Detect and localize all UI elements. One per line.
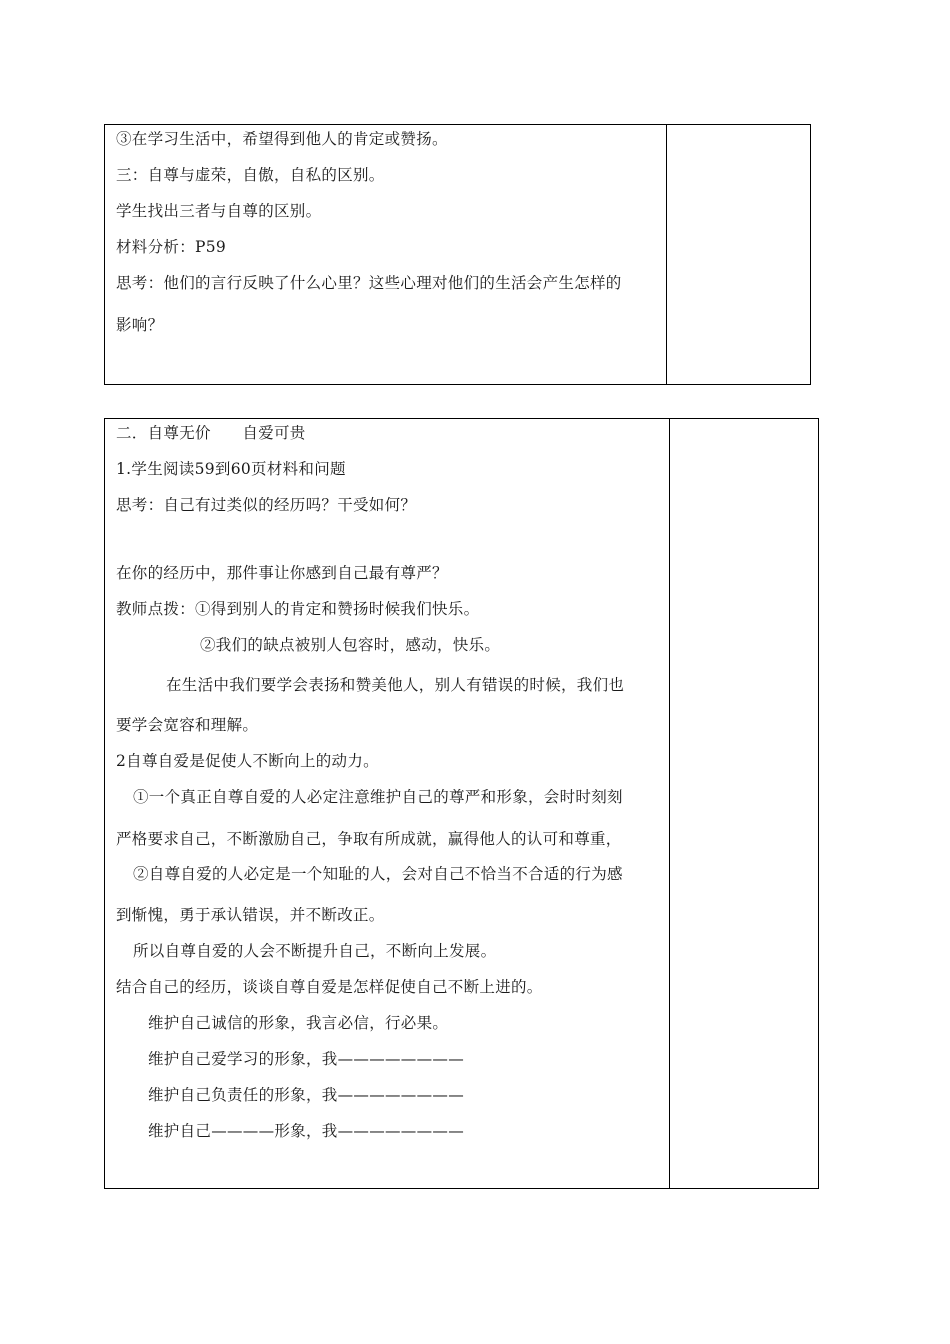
text-line: ①一个真正自尊自爱的人必定注意维护自己的尊严和形象，会时时刻刻 <box>133 788 623 806</box>
text-line: ③在学习生活中，希望得到他人的肯定或赞扬。 <box>116 130 448 148</box>
column-divider <box>669 419 670 1188</box>
column-divider <box>666 125 667 384</box>
text-line: 维护自己负责任的形象，我———————— <box>148 1086 465 1104</box>
text-line: 材料分析：P59 <box>116 238 227 256</box>
text-line: 影响？ <box>116 316 164 334</box>
text-line: 思考：自己有过类似的经历吗？干受如何？ <box>116 496 417 514</box>
text-line: 维护自己诚信的形象，我言必信，行必果。 <box>148 1014 449 1032</box>
text-line: 结合自己的经历，谈谈自尊自爱是怎样促使自己不断上进的。 <box>116 978 543 996</box>
section-heading: 二．自尊无价 自爱可贵 <box>116 424 306 442</box>
text-line: 2自尊自爱是促使人不断向上的动力。 <box>116 752 379 770</box>
text-line: 三：自尊与虚荣，自傲，自私的区别。 <box>116 166 385 184</box>
text-line: 要学会宽容和理解。 <box>116 716 259 734</box>
text-line: 1.学生阅读59到60页材料和问题 <box>116 460 346 478</box>
text-line: 思考：他们的言行反映了什么心里？这些心理对他们的生活会产生怎样的 <box>116 274 622 292</box>
text-line: 维护自己————形象，我———————— <box>148 1122 465 1140</box>
text-line: 在生活中我们要学会表扬和赞美他人，别人有错误的时候，我们也 <box>166 676 625 694</box>
text-line: 学生找出三者与自尊的区别。 <box>116 202 322 220</box>
text-line: 教师点拨：①得到别人的肯定和赞扬时候我们快乐。 <box>116 600 480 618</box>
text-line: 到惭愧，勇于承认错误，并不断改正。 <box>116 906 385 924</box>
text-line: 所以自尊自爱的人会不断提升自己，不断向上发展。 <box>133 942 497 960</box>
text-line: ②我们的缺点被别人包容时，感动，快乐。 <box>200 636 501 654</box>
text-line: 在你的经历中，那件事让你感到自己最有尊严？ <box>116 564 448 582</box>
text-line: ②自尊自爱的人必定是一个知耻的人，会对自己不恰当不合适的行为感 <box>133 865 623 883</box>
text-line: 维护自己爱学习的形象，我———————— <box>148 1050 465 1068</box>
text-line: 严格要求自己，不断激励自己，争取有所成就，赢得他人的认可和尊重， <box>116 830 622 848</box>
